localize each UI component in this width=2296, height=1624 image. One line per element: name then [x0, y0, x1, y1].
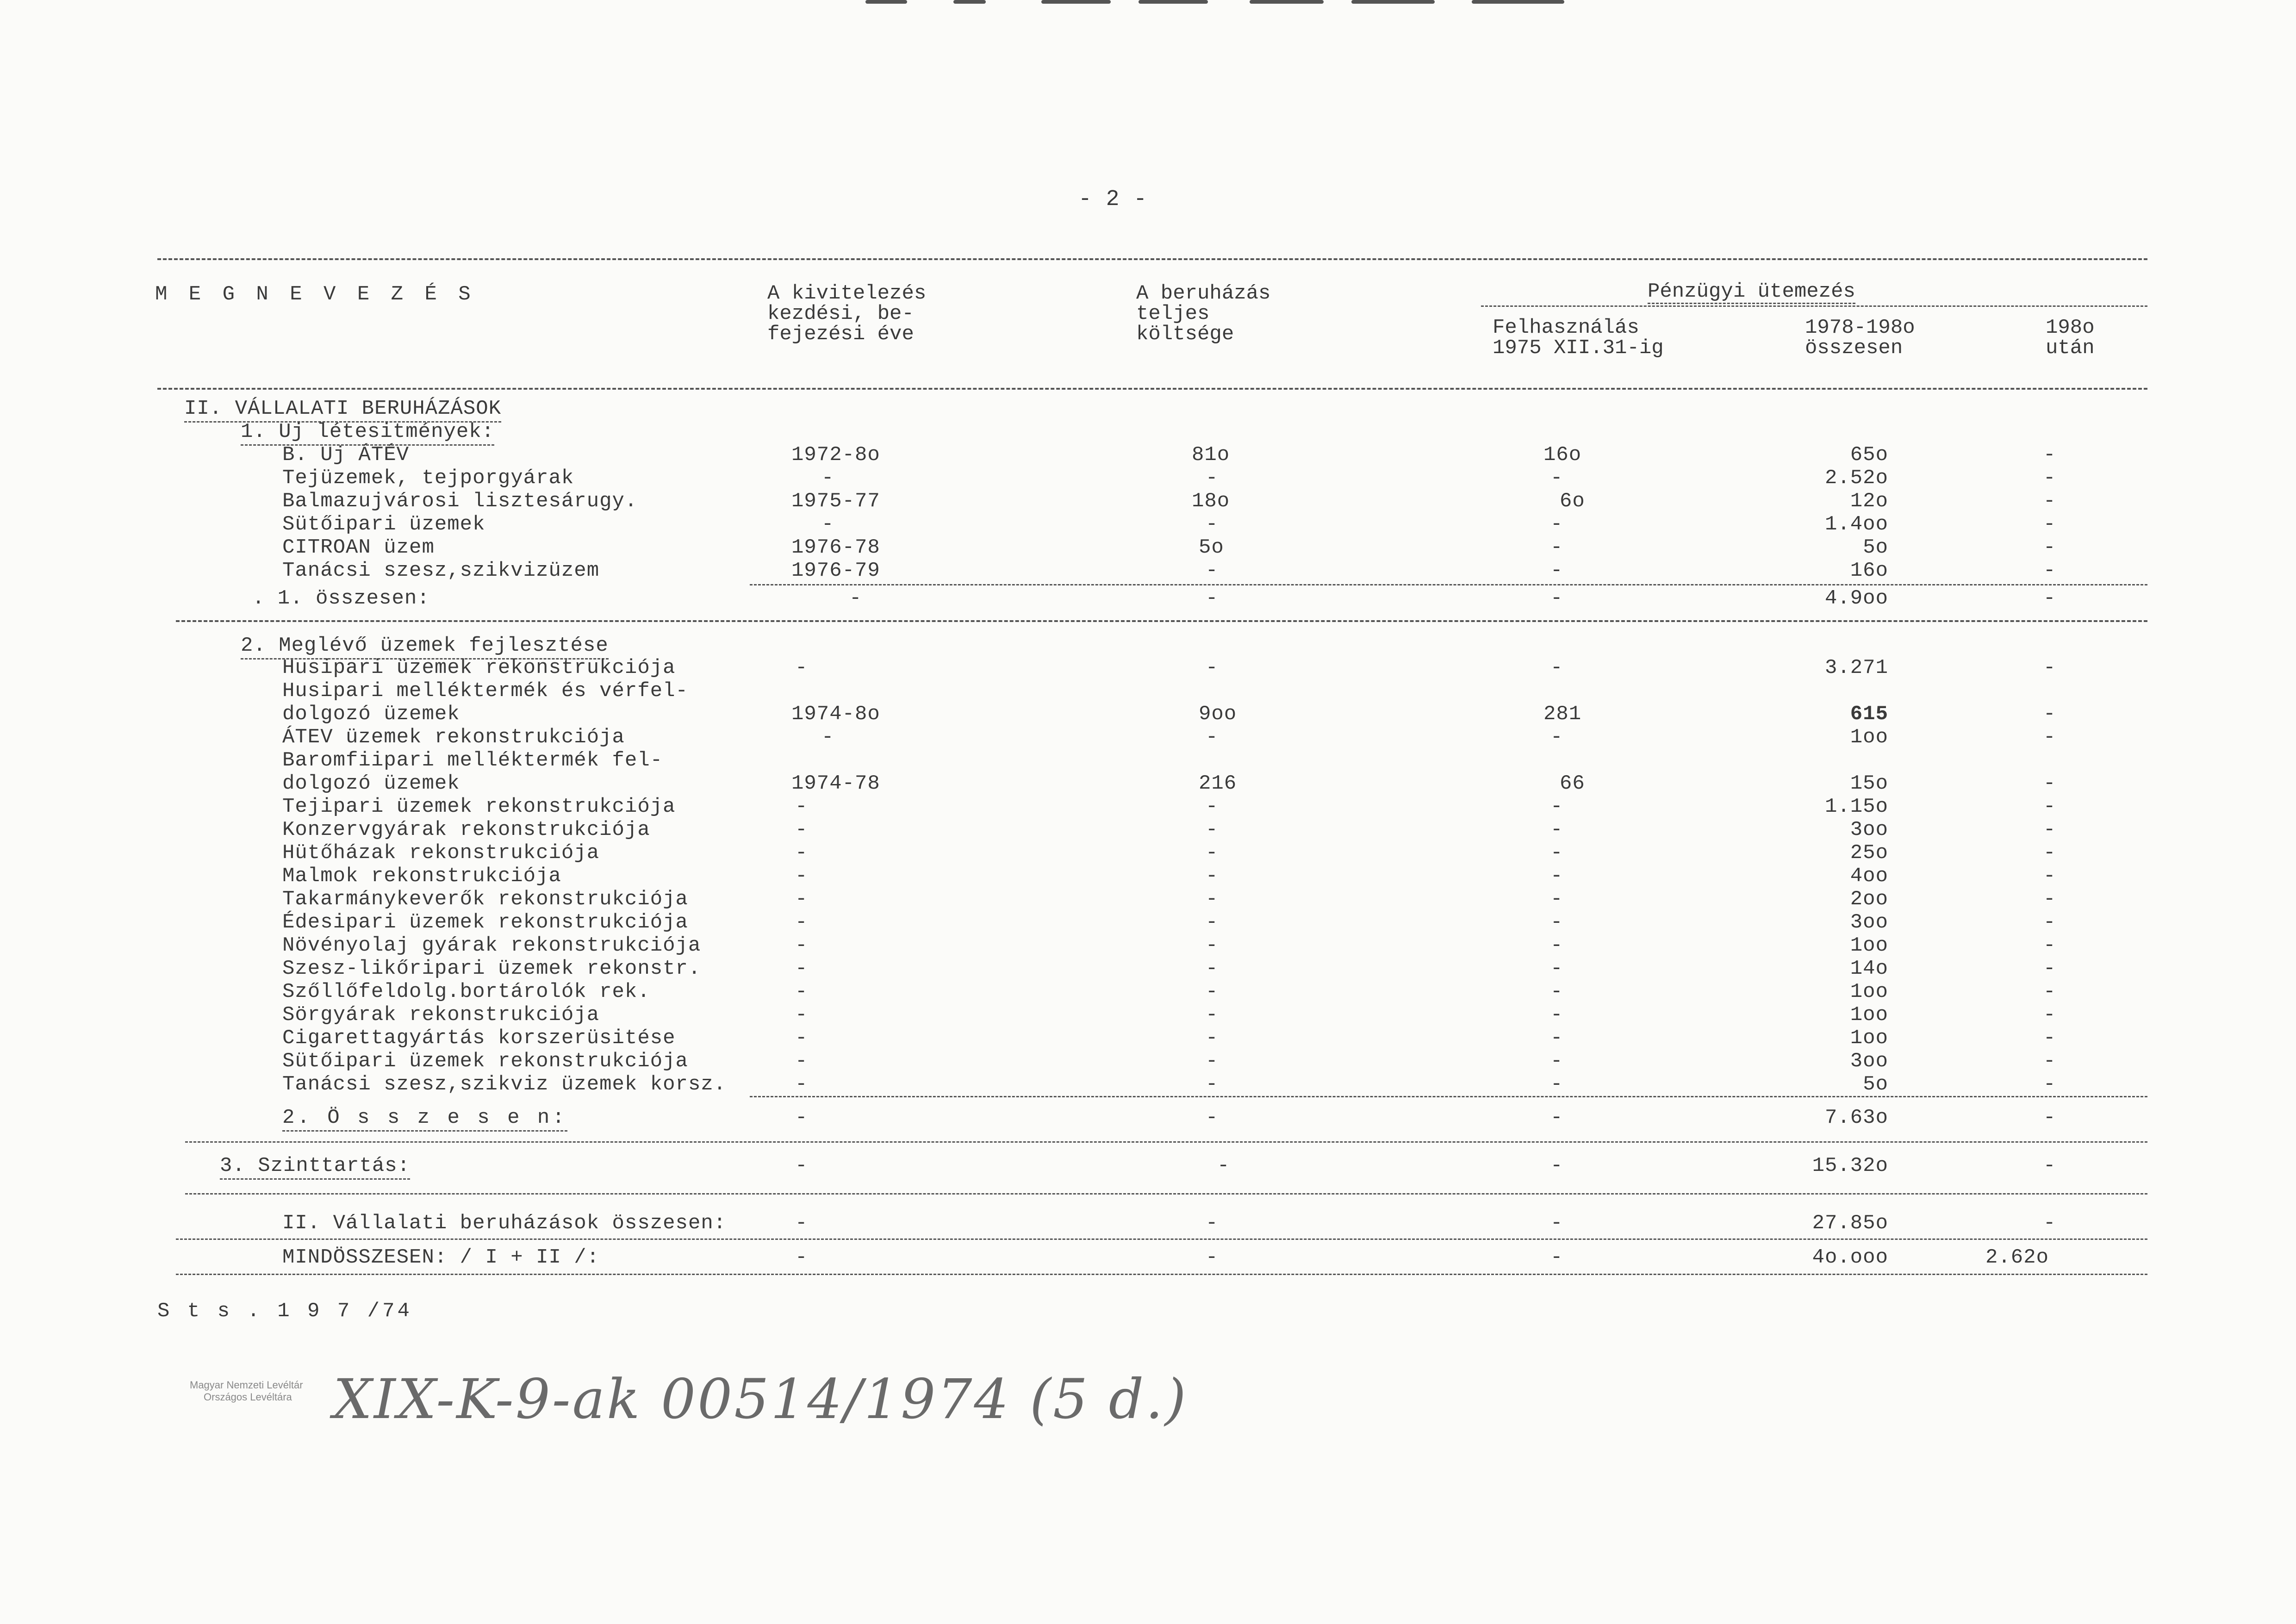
scan-mark	[953, 0, 986, 4]
row-year: -	[821, 513, 834, 536]
row-cost: -	[1206, 957, 1219, 980]
row-after: -	[2043, 888, 2056, 911]
row-cost: -	[1206, 841, 1219, 865]
row-year: -	[795, 1073, 808, 1096]
financial-title-rule	[1481, 305, 2147, 307]
column-header-after: 198o után	[2046, 316, 2095, 360]
grand-total-used: -	[1550, 1246, 1563, 1269]
row-total: 5o	[1863, 536, 1888, 559]
row-name: Növényolaj gyárak rekonstrukciója	[282, 934, 701, 957]
header-top-rule	[157, 258, 2147, 260]
row-cost: 18o	[1192, 490, 1230, 513]
company-total-cost: -	[1206, 1212, 1219, 1235]
row-cost: -	[1206, 467, 1219, 490]
row-cost: -	[1206, 559, 1219, 582]
row-name: Husipari melléktermék és vérfel-	[282, 679, 688, 703]
group1-sum-cost: -	[1206, 587, 1219, 610]
row-total: 3oo	[1850, 911, 1888, 934]
row-year: -	[821, 467, 834, 490]
row-name: Baromfiipari melléktermék fel-	[282, 749, 663, 772]
row-used: -	[1550, 980, 1563, 1003]
row-used: 66	[1560, 772, 1585, 795]
group2-sum-label: 2. Ö s s z e s e n:	[282, 1106, 567, 1132]
row-used: -	[1550, 818, 1563, 841]
company-total-after: -	[2043, 1212, 2056, 1235]
group2-sum-total: 7.63o	[1824, 1106, 1888, 1129]
column-header-year: A kivitelezés kezdési, be- fejezési éve	[767, 282, 927, 346]
row-after: -	[2043, 934, 2056, 957]
company-total-label: II. Vállalati beruházások összesen:	[282, 1212, 727, 1235]
row-total: 1oo	[1850, 980, 1888, 1003]
row-used: -	[1550, 934, 1563, 957]
row-used: 16o	[1543, 443, 1582, 467]
row-year: 1976-79	[791, 559, 880, 582]
archive-stamp: Magyar Nemzeti Levéltár Országos Levéltára	[190, 1379, 303, 1403]
row-year: -	[795, 841, 808, 865]
row-total: 615	[1850, 703, 1888, 726]
row-year: -	[795, 1027, 808, 1050]
row-year: 1974-78	[791, 772, 880, 795]
row-after: -	[2043, 1073, 2056, 1096]
group3-cost: -	[1217, 1154, 1230, 1177]
company-total-used: -	[1550, 1212, 1563, 1235]
row-after: -	[2043, 1003, 2056, 1027]
row-name: Édesipari üzemek rekonstrukciója	[282, 911, 688, 934]
row-cost: 216	[1199, 772, 1237, 795]
header-bottom-rule	[157, 388, 2147, 390]
row-year: -	[795, 818, 808, 841]
row-year: -	[795, 865, 808, 888]
group2-sum-rule	[750, 1096, 2147, 1097]
section-title: II. VÁLLALATI BERUHÁZÁSOK	[184, 397, 501, 423]
group1-sum-used: -	[1550, 587, 1563, 610]
row-after: -	[2043, 443, 2056, 467]
row-total: 4oo	[1850, 865, 1888, 888]
row-name: Tanácsi szesz,szikviz üzemek korsz.	[282, 1073, 727, 1096]
row-year: -	[795, 934, 808, 957]
row-total: 1oo	[1850, 1003, 1888, 1027]
row-after: -	[2043, 726, 2056, 749]
row-total: 12o	[1850, 490, 1888, 513]
row-name-cont: dolgozó üzemek	[282, 772, 460, 795]
document-reference: S t s . 1 9 7 /74	[157, 1300, 412, 1323]
group2-title: 2. Meglévő üzemek fejlesztése	[241, 634, 609, 660]
scan-mark	[1041, 0, 1111, 4]
column-header-used: Felhasználás 1975 XII.31-ig	[1493, 316, 1664, 360]
company-total-year: -	[795, 1212, 808, 1235]
row-total: 16o	[1850, 559, 1888, 582]
row-name: Konzervgyárak rekonstrukciója	[282, 818, 650, 841]
row-year: -	[795, 795, 808, 818]
scan-mark	[1351, 0, 1435, 4]
row-name: Sörgyárak rekonstrukciója	[282, 1003, 600, 1027]
row-after: -	[2043, 980, 2056, 1003]
row-year: -	[795, 911, 808, 934]
row-after: -	[2043, 957, 2056, 980]
row-total: 1.15o	[1824, 795, 1888, 818]
row-name: Takarmánykeverők rekonstrukciója	[282, 888, 688, 911]
row-total: 65o	[1850, 443, 1888, 467]
row-total: 1oo	[1850, 934, 1888, 957]
grand-total-total: 4o.ooo	[1812, 1246, 1888, 1269]
row-total: 14o	[1850, 957, 1888, 980]
group2-sum-cost: -	[1206, 1106, 1219, 1129]
group3-bottom-rule	[185, 1193, 2147, 1195]
row-name: Malmok rekonstrukciója	[282, 865, 561, 888]
row-cost: 9oo	[1199, 703, 1237, 726]
scan-mark	[1250, 0, 1324, 4]
row-after: -	[2043, 1050, 2056, 1073]
row-total: 2.52o	[1824, 467, 1888, 490]
row-after: -	[2043, 865, 2056, 888]
page-number: - 2 -	[1078, 187, 1148, 212]
group1-sum-total: 4.9oo	[1824, 587, 1888, 610]
row-cost: -	[1206, 795, 1219, 818]
row-after: -	[2043, 772, 2056, 795]
row-after: -	[2043, 841, 2056, 865]
row-cost: -	[1206, 888, 1219, 911]
row-after: -	[2043, 703, 2056, 726]
row-used: 281	[1543, 703, 1582, 726]
financial-schedule-title: Pénzügyi ütemezés	[1648, 280, 1855, 303]
row-after: -	[2043, 818, 2056, 841]
row-total: 3.271	[1824, 656, 1888, 679]
company-total-rule	[176, 1238, 2147, 1240]
column-header-cost: A beruházás teljes költsége	[1136, 282, 1271, 346]
row-total: 5o	[1863, 1073, 1888, 1096]
group2-bottom-rule	[185, 1141, 2147, 1143]
row-year: 1974-8o	[791, 703, 880, 726]
row-cost: -	[1206, 1050, 1219, 1073]
row-total: 1.4oo	[1824, 513, 1888, 536]
row-used: -	[1550, 467, 1563, 490]
row-cost: -	[1206, 865, 1219, 888]
handwritten-archive-code: XIX-K-9-ak 00514/1974 (5 d.)	[333, 1367, 1188, 1431]
company-total-total: 27.85o	[1812, 1212, 1888, 1235]
group3-total: 15.32o	[1812, 1154, 1888, 1177]
group1-bottom-rule	[176, 620, 2147, 622]
grand-total-rule	[176, 1274, 2147, 1275]
row-total: 3oo	[1850, 1050, 1888, 1073]
row-cost: -	[1206, 911, 1219, 934]
row-cost: -	[1206, 1003, 1219, 1027]
row-after: -	[2043, 490, 2056, 513]
row-name: Sütőipari üzemek rekonstrukciója	[282, 1050, 688, 1073]
scan-mark	[1139, 0, 1208, 4]
row-total: 2oo	[1850, 888, 1888, 911]
row-cost: -	[1206, 934, 1219, 957]
row-total: 1oo	[1850, 726, 1888, 749]
row-name: Balmazujvárosi lisztesárugy.	[282, 490, 638, 513]
group2-sum-year: -	[795, 1106, 808, 1129]
row-name: ÁTEV üzemek rekonstrukciója	[282, 726, 625, 749]
group1-sum-year: -	[849, 587, 862, 610]
grand-total-after: 2.62o	[1985, 1246, 2049, 1269]
row-name: Tejüzemek, tejporgyárak	[282, 467, 574, 490]
row-cost: 5o	[1199, 536, 1224, 559]
row-year: 1975-77	[791, 490, 880, 513]
row-name: Sütőipari üzemek	[282, 513, 485, 536]
row-year: -	[795, 1003, 808, 1027]
row-name: CITROAN üzem	[282, 536, 435, 559]
column-header-total: 1978-198o összesen	[1805, 316, 1915, 360]
row-used: -	[1550, 841, 1563, 865]
row-used: -	[1550, 795, 1563, 818]
row-used: -	[1550, 726, 1563, 749]
row-year: -	[795, 888, 808, 911]
row-total: 3oo	[1850, 818, 1888, 841]
group3-after: -	[2043, 1154, 2056, 1177]
scan-mark	[1472, 0, 1564, 4]
column-header-name: M E G N E V E Z É S	[155, 283, 475, 306]
row-cost: -	[1206, 656, 1219, 679]
row-after: -	[2043, 467, 2056, 490]
row-used: -	[1550, 513, 1563, 536]
row-used: -	[1550, 888, 1563, 911]
group3-year: -	[795, 1154, 808, 1177]
row-name: B. Uj ÁTÉV	[282, 443, 410, 467]
row-after: -	[2043, 559, 2056, 582]
row-total: 1oo	[1850, 1027, 1888, 1050]
group1-sum-after: -	[2043, 587, 2056, 610]
row-used: 6o	[1560, 490, 1585, 513]
row-cost: -	[1206, 1073, 1219, 1096]
group2-sum-after: -	[2043, 1106, 2056, 1129]
grand-total-year: -	[795, 1246, 808, 1269]
row-used: -	[1550, 559, 1563, 582]
row-used: -	[1550, 1050, 1563, 1073]
row-name: Cigarettagyártás korszerüsitése	[282, 1027, 676, 1050]
grand-total-cost: -	[1206, 1246, 1219, 1269]
row-year: -	[795, 1050, 808, 1073]
row-total: 25o	[1850, 841, 1888, 865]
row-name: Husipari üzemek rekonstrukciója	[282, 656, 676, 679]
group1-title: 1. Uj létesitmények:	[241, 420, 494, 446]
row-cost: 81o	[1192, 443, 1230, 467]
row-name-cont: dolgozó üzemek	[282, 703, 460, 726]
row-after: -	[2043, 536, 2056, 559]
row-used: -	[1550, 1003, 1563, 1027]
row-after: -	[2043, 513, 2056, 536]
group1-sum-label: . 1. összesen:	[252, 587, 430, 610]
row-used: -	[1550, 1027, 1563, 1050]
group1-sum-rule	[750, 584, 2147, 585]
row-cost: -	[1206, 726, 1219, 749]
scan-mark	[865, 0, 907, 4]
row-cost: -	[1206, 1027, 1219, 1050]
row-year: 1976-78	[791, 536, 880, 559]
row-cost: -	[1206, 980, 1219, 1003]
row-used: -	[1550, 536, 1563, 559]
row-name: Szőllőfeldolg.bortárolók rek.	[282, 980, 650, 1003]
grand-total-label: MINDÖSSZESEN: / I + II /:	[282, 1246, 600, 1269]
row-used: -	[1550, 865, 1563, 888]
row-after: -	[2043, 1027, 2056, 1050]
row-name: Tanácsi szesz,szikvizüzem	[282, 559, 600, 582]
row-used: -	[1550, 911, 1563, 934]
group3-label: 3. Szinttartás:	[220, 1154, 410, 1180]
row-used: -	[1550, 1073, 1563, 1096]
row-used: -	[1550, 656, 1563, 679]
group3-used: -	[1550, 1154, 1563, 1177]
row-cost: -	[1206, 818, 1219, 841]
row-name: Szesz-likőripari üzemek rekonstr.	[282, 957, 701, 980]
row-year: -	[821, 726, 834, 749]
row-after: -	[2043, 911, 2056, 934]
group2-sum-used: -	[1550, 1106, 1563, 1129]
row-year: -	[795, 957, 808, 980]
row-year: -	[795, 980, 808, 1003]
row-year: 1972-8o	[791, 443, 880, 467]
row-year: -	[795, 656, 808, 679]
row-name: Hütőházak rekonstrukciója	[282, 841, 600, 865]
row-after: -	[2043, 795, 2056, 818]
row-used: -	[1550, 957, 1563, 980]
row-cost: -	[1206, 513, 1219, 536]
row-after: -	[2043, 656, 2056, 679]
row-name: Tejipari üzemek rekonstrukciója	[282, 795, 676, 818]
row-total: 15o	[1850, 772, 1888, 795]
